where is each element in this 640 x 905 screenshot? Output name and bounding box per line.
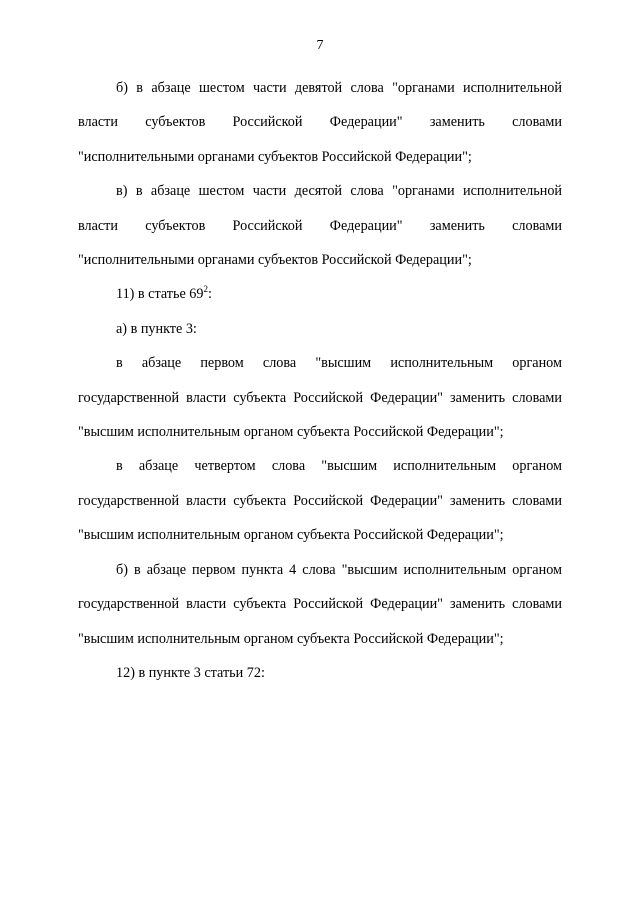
item-11-colon: : <box>207 286 212 303</box>
paragraph-subitem-a: а) в пункте 3: <box>116 320 197 337</box>
paragraph-subitem-b-point-4: б) в абзаце первом пункта 4 слова "высшим исполнительным органом государственной власти субъекта Российской Федерации" заменить словами "высшим исполнительным органом субъекта Российской Федерации"; <box>78 561 562 647</box>
item-11-text: 11) в статье 69 <box>116 286 204 303</box>
paragraph-amendment-b-ninth: б) в абзаце шестом части девятой слова "органами исполнительной власти субъектов Российской Федерации" заменить словами "исполнительными органами субъектов Российской Федерации"; <box>78 80 562 165</box>
document-body <box>78 71 562 690</box>
paragraph-amendment-v-tenth: в) в абзаце шестом части десятой слова "органами исполнительной власти субъектов Российской Федерации" заменить словами "исполнительными органами субъектов Российской Федерации"; <box>78 183 562 269</box>
article-superscript: 2 <box>203 283 208 294</box>
paragraph-item-11-heading <box>78 277 562 311</box>
paragraph-item-12-heading: 12) в пункте 3 статьи 72: <box>116 664 265 681</box>
paragraph-fourth-abzac: в абзаце четвертом слова "высшим исполнительным органом государственной власти субъекта Российской Федерации" заменить словами "высшим исполнительным органом субъекта Российской Федерации"; <box>78 458 562 544</box>
paragraph-first-abzac: в абзаце первом слова "высшим исполнительным органом государственной власти субъекта Российской Федерации" заменить словами "высшим исполнительным органом субъекта Российской Федерации"; <box>78 355 562 441</box>
page-number: 7 <box>316 38 324 53</box>
